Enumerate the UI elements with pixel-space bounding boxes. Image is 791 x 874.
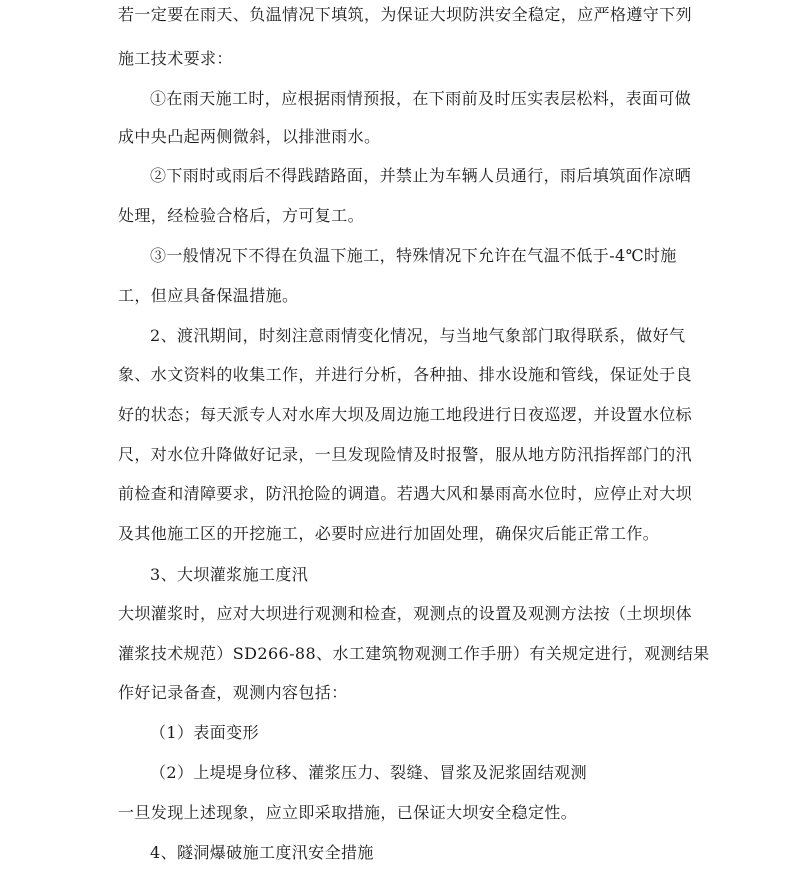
- text-line: 4、隧洞爆破施工度汛安全措施: [150, 843, 374, 862]
- text-line: 大坝灌浆时，应对大坝进行观测和检查，观测点的设置及观测方法按（土坝坝体: [118, 604, 693, 623]
- text-line: 好的状态；每天派专人对水库大坝及周边施工地段进行日夜巡逻，并设置水位标: [118, 405, 693, 424]
- text-line: （2）上堤堤身位移、灌浆压力、裂缝、冒浆及泥浆固结观测: [150, 763, 587, 782]
- text-line: （1）表面变形: [150, 723, 259, 742]
- text-line: 灌浆技术规范）SD266-88、水工建筑物观测工作手册）有关规定进行，观测结果: [118, 644, 710, 663]
- text-line: 象、水文资料的收集工作，并进行分析，各种抽、排水设施和管线，保证处于良: [118, 365, 693, 384]
- text-line: 2、渡汛期间，时刻注意雨情变化情况，与当地气象部门取得联系，做好气: [150, 326, 686, 345]
- text-line: ①在雨天施工时，应根据雨情预报，在下雨前及时压实表层松料，表面可做: [150, 89, 692, 108]
- text-line: 尺，对水位升降做好记录，一旦发现险情及时报警，服从地方防汛指挥部门的汛: [118, 445, 693, 464]
- text-line: 前检查和清障要求，防汛抢险的调遣。若遇大风和暴雨高水位时，应停止对大坝: [118, 484, 693, 503]
- text-line: 施工技术要求：: [118, 49, 233, 68]
- text-line: 成中央凸起两侧微斜，以排泄雨水。: [118, 127, 381, 146]
- text-line: 若一定要在雨天、负温情况下填筑，为保证大坝防洪安全稳定，应严格遵守下列: [118, 5, 693, 24]
- text-line: 处理，经检验合格后，方可复工。: [118, 206, 365, 225]
- text-line: 及其他施工区的开挖施工，必要时应进行加固处理，确保灾后能正常工作。: [118, 524, 660, 543]
- text-line: 作好记录备查，观测内容包括：: [118, 683, 348, 702]
- text-line: 一旦发现上述现象，应立即采取措施，已保证大坝安全稳定性。: [118, 803, 578, 822]
- text-line: 工，但应具备保温措施。: [118, 286, 299, 305]
- text-line: ③一般情况下不得在负温下施工，特殊情况下允许在气温不低于-4℃时施: [150, 246, 677, 265]
- text-line: ②下雨时或雨后不得践踏路面，并禁止为车辆人员通行，雨后填筑面作凉晒: [150, 166, 692, 185]
- text-line: 3、大坝灌浆施工度汛: [150, 565, 309, 584]
